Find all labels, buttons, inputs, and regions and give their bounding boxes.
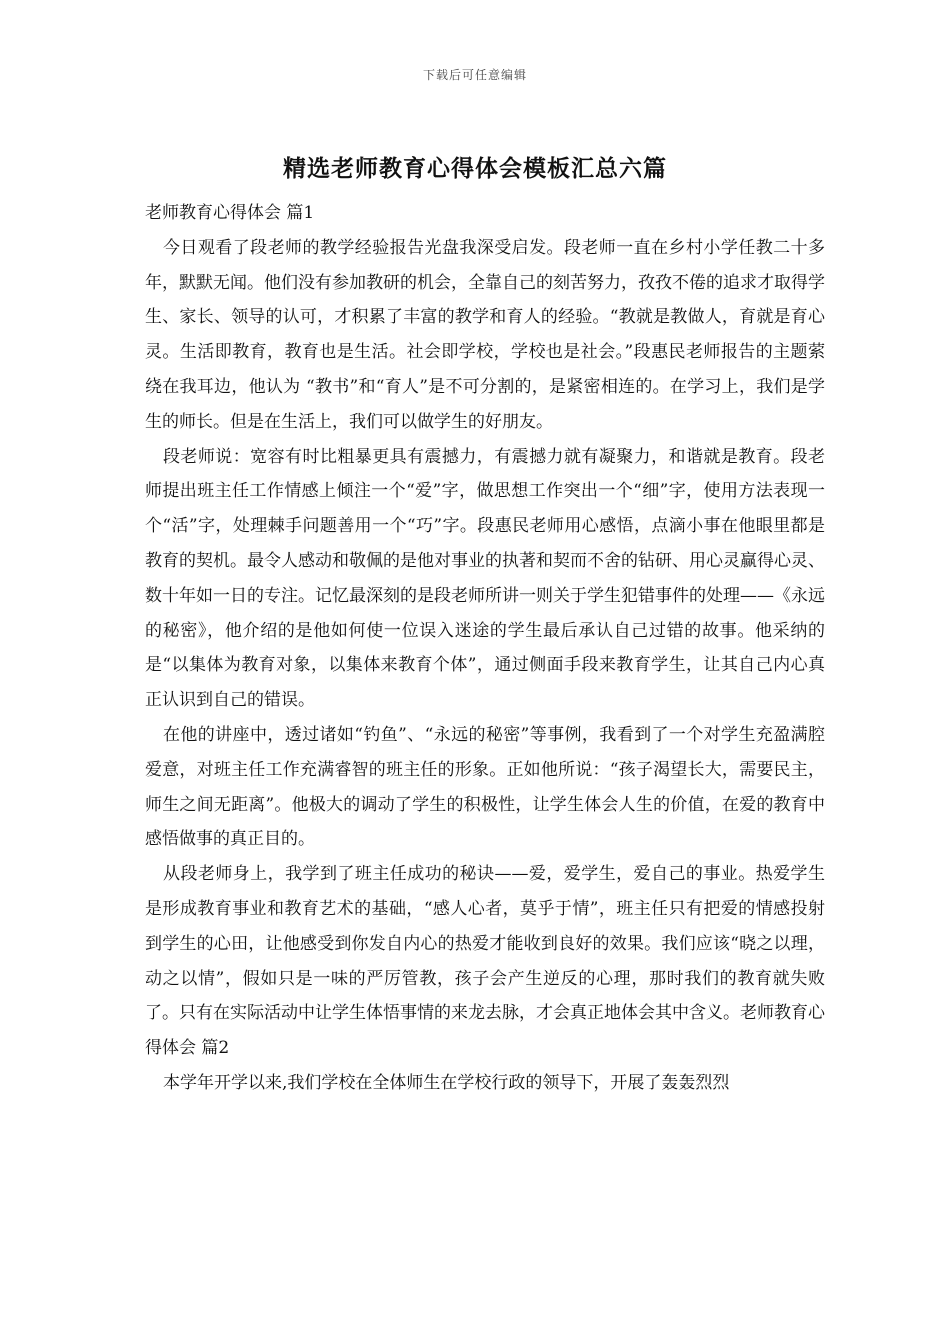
- section-heading-1: 老师教育心得体会 篇1: [145, 203, 315, 223]
- document-body: [145, 196, 825, 1101]
- header-note: 下载后可任意编辑: [422, 68, 527, 82]
- paragraph-5: 本学年开学以来,我们学校在全体师生在学校行政的领导下，开展了轰轰烈烈: [163, 1072, 730, 1093]
- paragraph-2: 段老师说：宽容有时比粗暴更具有震撼力，有震撼力就有凝聚力，和谐就是教育。段老师提出班主任工作情感上倾注一个“爱”字，做思想工作突出一个“细”字，使用方法表现一个“活”字，处理棘手问题善用一个“巧”字。段惠民老师用心感悟，点滴小事在他眼里都是教育的契机。最令人感动和敬佩的是他对事业的执著和契而不舍的钻研、用心灵赢得心灵、数十年如一日的专注。记忆最深刻的是段老师所讲一则关于学生犯错事件的处理——《永远的秘密》，他介绍的是他如何使一位误入迷途的学生最后承认自己过错的故事。他采纳的是“以集体为教育对象，以集体来教育个体”，通过侧面手段来教育学生，让其自己内心真正认识到自己的错误。: [145, 446, 825, 711]
- paragraph-4: 从段老师身上，我学到了班主任成功的秘诀——爱，爱学生，爱自己的事业。热爱学生是形成教育事业和教育艺术的基础，“感人心者，莫乎于情”，班主任只有把爱的情感投射到学生的心田，让他感受到你发自内心的热爱才能收到良好的效果。我们应该“晓之以理，动之以情”，假如只是一味的严厉管教，孩子会产生逆反的心理，那时我们的教育就失败了。只有在实际活动中让学生体悟事情的来龙去脉，才会真正地体会其中含义。老师教育心得体会 篇2: [145, 864, 825, 1059]
- document-title: 精选老师教育心得体会模板汇总六篇: [283, 155, 667, 182]
- paragraph-3: 在他的讲座中，透过诸如“钓鱼”、“永远的秘密”等事例，我看到了一个对学生充盈满腔爱意，对班主任工作充满睿智的班主任的形象。正如他所说：“孩子渴望长大，需要民主，师生之间无距离”。他极大的调动了学生的积极性，让学生体会人生的价值，在爱的教育中感悟做事的真正目的。: [145, 724, 825, 850]
- paragraph-1: 今日观看了段老师的教学经验报告光盘我深受启发。段老师一直在乡村小学任教二十多年，默默无闻。他们没有参加教研的机会，全靠自己的刻苦努力，孜孜不倦的追求才取得学生、家长、领导的认可，才积累了丰富的教学和育人的经验。“教就是教做人，育就是育心灵。生活即教育，教育也是生活。社会即学校，学校也是社会。”段惠民老师报告的主题萦绕在我耳边，他认为 “教书”和“育人”是不可分割的，是紧密相连的。在学习上，我们是学生的师长。但是在生活上，我们可以做学生的好朋友。: [145, 237, 825, 432]
